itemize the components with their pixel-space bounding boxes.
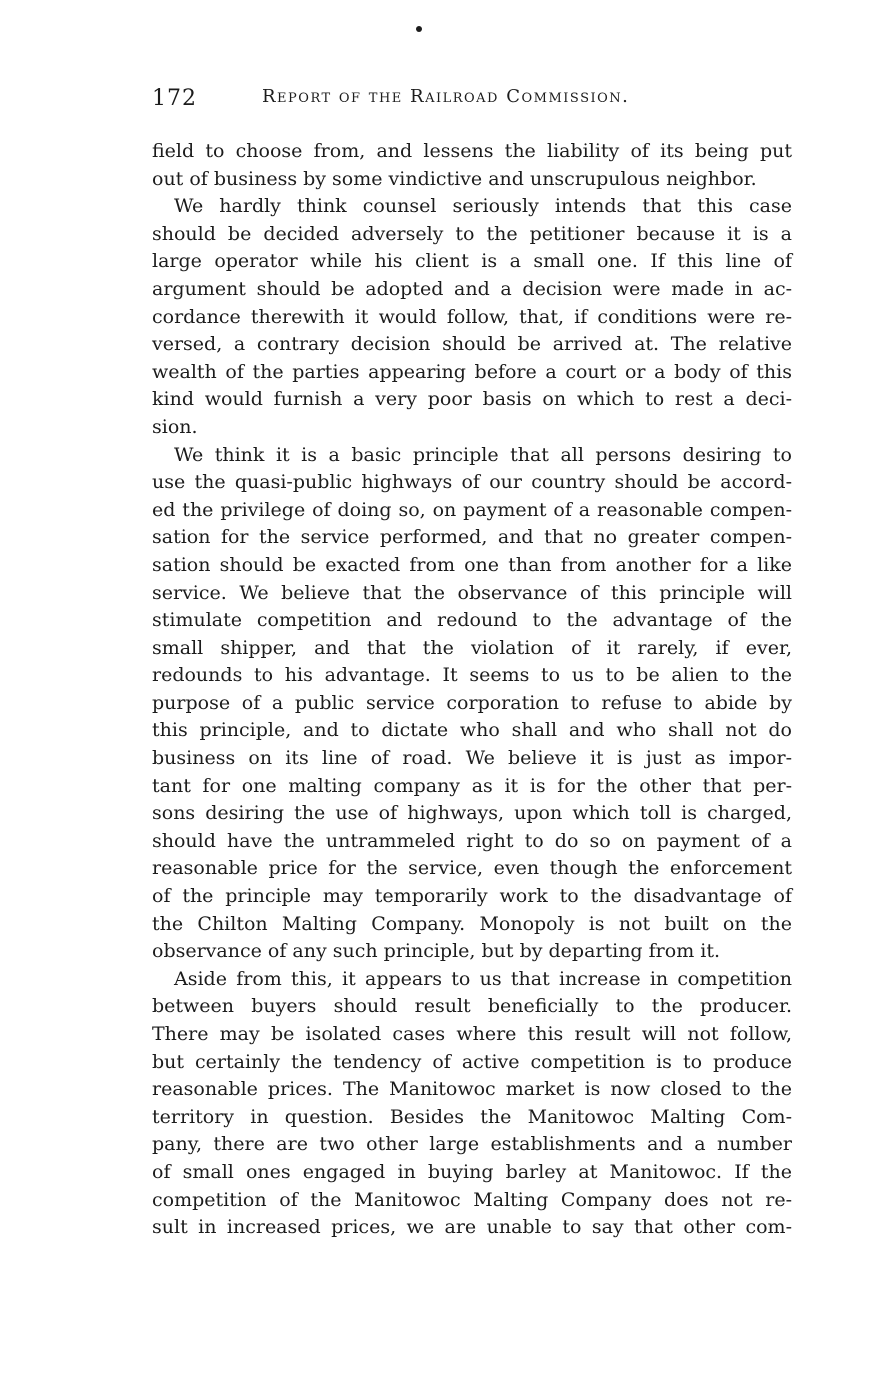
text-line: We think it is a basic principle that all persons desiring to (174, 443, 792, 466)
text-line: service. We believe that the observance of this principle will (152, 581, 792, 604)
text-line: use the quasi-public highways of our country should be accord- (152, 471, 792, 494)
text-line: argument should be adopted and a decision were made in ac- (152, 277, 792, 300)
running-head-title: Report of the Railroad Commission. (262, 86, 630, 107)
text-line: but certainly the tendency of active competition is to produce (152, 1050, 792, 1073)
body-text (152, 138, 792, 1242)
text-line: sons desiring the use of highways, upon which toll is charged, (152, 802, 792, 825)
paragraph-4 (152, 966, 792, 1242)
text-line: tant for one malting company as it is for the other that per- (152, 774, 792, 797)
running-head (152, 86, 788, 116)
text-line: this principle, and to dictate who shall and who shall not do (152, 719, 792, 742)
text-line: We hardly think counsel seriously intends that this case (174, 195, 792, 218)
text-line: sation for the service performed, and that no greater compen- (152, 526, 792, 549)
text-line: small shipper, and that the violation of it rarely, if ever, (152, 636, 792, 659)
page-number: 172 (152, 86, 197, 111)
text-line: competition of the Manitowoc Malting Company does not re- (152, 1188, 792, 1211)
text-line: ed the privilege of doing so, on payment of a reasonable compen- (152, 498, 792, 521)
text-line: field to choose from, and lessens the liability of its being put (152, 140, 792, 162)
text-line: between buyers should result beneficially to the producer. (152, 995, 792, 1018)
text-line: territory in question. Besides the Manitowoc Malting Com- (152, 1105, 792, 1128)
text-line: business on its line of road. We believe it is just as impor- (152, 747, 792, 770)
text-line: Aside from this, it appears to us that increase in competition (174, 967, 792, 990)
text-line: kind would furnish a very poor basis on which to rest a deci- (152, 388, 792, 411)
paragraph-1 (152, 138, 792, 193)
text-line: of small ones engaged in buying barley at Manitowoc. If the (152, 1160, 792, 1183)
paragraph-2 (152, 193, 792, 441)
ink-speck (416, 26, 422, 32)
text-line: out of business by some vindictive and unscrupulous neighbor. (152, 167, 757, 190)
text-line: should be decided adversely to the petitioner because it is a (152, 222, 792, 245)
text-line: should have the untrammeled right to do so on payment of a (152, 829, 792, 852)
text-line: reasonable price for the service, even though the enforcement (152, 857, 792, 880)
text-line: observance of any such principle, but by departing from it. (152, 940, 720, 963)
text-line: reasonable prices. The Manitowoc market is now closed to the (152, 1078, 792, 1101)
text-line: of the principle may temporarily work to the disadvantage of (152, 885, 792, 908)
text-line: versed, a contrary decision should be arrived at. The relative (152, 333, 792, 356)
text-line: purpose of a public service corporation to refuse to abide by (152, 691, 792, 714)
text-line: redounds to his advantage. It seems to us to be alien to the (152, 664, 792, 687)
text-line: sation should be exacted from one than from another for a like (152, 553, 792, 576)
text-line: pany, there are two other large establishments and a number (152, 1133, 792, 1156)
paragraph-3 (152, 442, 792, 966)
text-line: stimulate competition and redound to the advantage of the (152, 609, 792, 632)
text-line: sion. (152, 415, 198, 438)
text-line: There may be isolated cases where this result will not follow, (152, 1023, 792, 1045)
text-line: the Chilton Malting Company. Monopoly is not built on the (152, 912, 792, 935)
text-line: large operator while his client is a small one. If this line of (152, 250, 792, 273)
text-line: sult in increased prices, we are unable to say that other com- (152, 1216, 792, 1239)
text-line: cordance therewith it would follow, that, if conditions were re- (152, 305, 792, 328)
text-line: wealth of the parties appearing before a court or a body of this (152, 360, 792, 383)
